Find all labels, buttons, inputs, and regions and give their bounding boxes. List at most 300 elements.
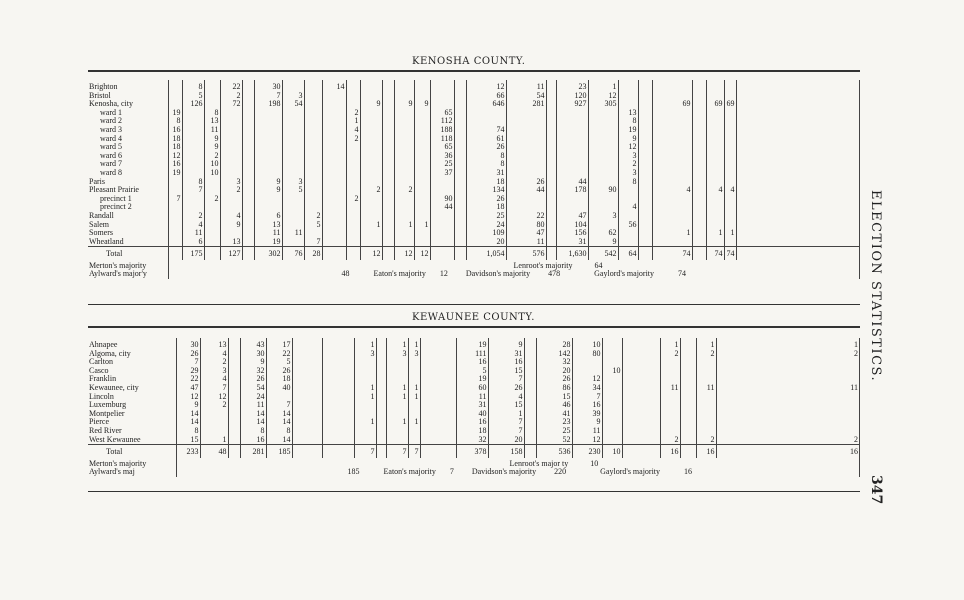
table-row: [88, 203, 860, 212]
cell: 12: [588, 92, 618, 101]
cell: [220, 126, 242, 135]
cell: [680, 436, 696, 445]
cell: [242, 195, 254, 204]
cell: 66: [466, 92, 506, 101]
aylward-value: 185: [347, 468, 360, 477]
cell: [414, 143, 430, 152]
cell: [420, 410, 456, 419]
cell: [220, 143, 242, 152]
cell: 4: [618, 203, 638, 212]
cell: [346, 160, 360, 169]
cell: [420, 445, 456, 458]
cell: [736, 203, 860, 212]
cell: [382, 221, 394, 230]
lenroot-value: 64: [594, 260, 603, 270]
cell: 30: [254, 80, 282, 92]
cell: [282, 135, 304, 144]
cell: [660, 410, 680, 419]
cell: [354, 436, 376, 445]
cell: 65: [430, 143, 454, 152]
cell: [282, 143, 304, 152]
cell: 60: [456, 384, 488, 393]
table-row: [88, 393, 860, 402]
cell: [602, 358, 622, 367]
cell: 126: [182, 100, 204, 109]
cell: [638, 178, 652, 187]
cell: [420, 393, 456, 402]
lenroot-majority: Lenroot's majority: [513, 260, 573, 270]
cell: [706, 143, 724, 152]
cell: [622, 367, 660, 376]
row-label: Carlton: [88, 358, 176, 367]
cell: [282, 212, 304, 221]
cell: [618, 195, 638, 204]
cell: [322, 160, 346, 169]
cell: [254, 126, 282, 135]
cell: [506, 169, 546, 178]
cell: [304, 80, 322, 92]
cell: [724, 126, 736, 135]
cell: [556, 169, 588, 178]
cell: 28: [304, 247, 322, 260]
cell: 7: [182, 186, 204, 195]
row-label: Wheatland: [88, 238, 168, 247]
cell: [254, 152, 282, 161]
cell: [638, 80, 652, 92]
table-row: [88, 410, 860, 419]
cell: 24: [466, 221, 506, 230]
cell: 90: [430, 195, 454, 204]
cell: 1: [354, 393, 376, 402]
cell: [282, 109, 304, 118]
cell: [716, 358, 860, 367]
cell: 1,630: [556, 247, 588, 260]
row-label: ward 4: [88, 135, 168, 144]
cell: 11: [240, 401, 266, 410]
cell: 536: [536, 445, 572, 458]
cell: [430, 186, 454, 195]
cell: [546, 160, 556, 169]
cell: [706, 160, 724, 169]
cell: 8: [618, 117, 638, 126]
cell: [724, 238, 736, 247]
cell: 31: [488, 350, 524, 359]
cell: 11: [182, 229, 204, 238]
table-row: [88, 367, 860, 376]
cell: 1: [724, 229, 736, 238]
cell: [706, 221, 724, 230]
cell: 9: [488, 338, 524, 350]
cell: 19: [254, 238, 282, 247]
cell: [242, 92, 254, 101]
cell: [394, 195, 414, 204]
row-label: precinct 2: [88, 203, 168, 212]
cell: [602, 393, 622, 402]
cell: [706, 152, 724, 161]
cell: [168, 178, 182, 187]
cell: [638, 203, 652, 212]
cell: 7: [176, 358, 200, 367]
cell: [622, 427, 660, 436]
cell: [454, 100, 466, 109]
cell: [692, 212, 706, 221]
cell: [346, 100, 360, 109]
cell: [638, 238, 652, 247]
cell: 2: [204, 152, 220, 161]
cell: [382, 135, 394, 144]
cell: [588, 203, 618, 212]
table-row: [88, 143, 860, 152]
cell: [706, 195, 724, 204]
cell: [652, 238, 692, 247]
table-row: [88, 221, 860, 230]
cell: 2: [696, 350, 716, 359]
cell: 37: [430, 169, 454, 178]
cell: 9: [588, 238, 618, 247]
cell: 80: [572, 350, 602, 359]
cell: [242, 212, 254, 221]
cell: [292, 418, 322, 427]
cell: 3: [354, 350, 376, 359]
table-row: [88, 100, 860, 109]
cell: [506, 195, 546, 204]
cell: [572, 367, 602, 376]
cell: [382, 212, 394, 221]
cell: 18: [168, 135, 182, 144]
cell: [414, 169, 430, 178]
cell: [420, 384, 456, 393]
cell: [546, 203, 556, 212]
cell: [382, 126, 394, 135]
cell: [228, 427, 240, 436]
cell: [394, 135, 414, 144]
cell: 142: [536, 350, 572, 359]
cell: [680, 393, 696, 402]
cell: [242, 178, 254, 187]
table-row: [88, 338, 860, 350]
cell: [618, 92, 638, 101]
cell: [322, 436, 354, 445]
cell: [680, 338, 696, 350]
cell: [382, 92, 394, 101]
cell: 2: [716, 436, 860, 445]
majority-label: Aylward's maj: [88, 468, 176, 477]
cell: 12: [168, 152, 182, 161]
cell: [696, 367, 716, 376]
cell: 44: [506, 186, 546, 195]
kenosha-table: [88, 80, 860, 279]
cell: 2: [182, 212, 204, 221]
cell: [242, 152, 254, 161]
kewaunee-top-rule: [88, 326, 860, 328]
cell: 47: [506, 229, 546, 238]
cell: 2: [200, 401, 228, 410]
cell: [394, 169, 414, 178]
cell: [652, 117, 692, 126]
table-row: [88, 436, 860, 445]
cell: [430, 221, 454, 230]
table-row: [88, 109, 860, 118]
cell: [638, 143, 652, 152]
cell: [454, 203, 466, 212]
cell: 2: [304, 212, 322, 221]
cell: [414, 80, 430, 92]
cell: [556, 117, 588, 126]
cell: [546, 109, 556, 118]
cell: 25: [536, 427, 572, 436]
cell: 9: [618, 135, 638, 144]
cell: [652, 143, 692, 152]
cell: 11: [282, 229, 304, 238]
table-row: [88, 186, 860, 195]
cell: [414, 203, 430, 212]
cell: [736, 100, 860, 109]
cell: [638, 100, 652, 109]
cell: [322, 393, 354, 402]
cell: 1: [408, 384, 420, 393]
cell: [394, 178, 414, 187]
cell: 5: [456, 367, 488, 376]
cell: [254, 117, 282, 126]
cell: 10: [572, 338, 602, 350]
cell: [354, 427, 376, 436]
cell: 3: [282, 178, 304, 187]
cell: [414, 229, 430, 238]
cell: [204, 212, 220, 221]
cell: [736, 238, 860, 247]
cell: 26: [466, 195, 506, 204]
cell: [638, 221, 652, 230]
cell: [346, 186, 360, 195]
cell: [546, 143, 556, 152]
cell: 12: [466, 80, 506, 92]
cell: [292, 350, 322, 359]
lenroot-value: 10: [590, 458, 599, 468]
cell: 198: [254, 100, 282, 109]
cell: [394, 203, 414, 212]
cell: [304, 160, 322, 169]
cell: [724, 143, 736, 152]
cell: [282, 117, 304, 126]
cell: [304, 229, 322, 238]
cell: 46: [536, 401, 572, 410]
cell: [736, 195, 860, 204]
cell: 26: [176, 350, 200, 359]
cell: [292, 410, 322, 419]
cell: [228, 401, 240, 410]
cell: [292, 367, 322, 376]
page-number: 347: [868, 475, 884, 505]
row-label: Brighton: [88, 80, 168, 92]
cell: 14: [266, 436, 292, 445]
cell: [660, 393, 680, 402]
table-row: [88, 427, 860, 436]
cell: [376, 410, 386, 419]
cell: 8: [176, 427, 200, 436]
cell: [706, 117, 724, 126]
cell: 9: [176, 401, 200, 410]
cell: 47: [176, 384, 200, 393]
cell: [716, 418, 860, 427]
cell: [322, 126, 346, 135]
cell: [346, 152, 360, 161]
cell: [394, 109, 414, 118]
row-label: ward 1: [88, 109, 168, 118]
gaylord-majority: Gaylord's majority: [600, 468, 661, 477]
cell: 302: [254, 247, 282, 260]
cell: 109: [466, 229, 506, 238]
cell: [680, 350, 696, 359]
row-label: Pleasant Prairie: [88, 186, 168, 195]
cell: [692, 126, 706, 135]
row-label: Total: [88, 247, 168, 260]
cell: [706, 135, 724, 144]
cell: [386, 367, 408, 376]
majority-detail: [168, 270, 860, 279]
cell: [454, 160, 466, 169]
row-label: ward 5: [88, 143, 168, 152]
cell: 9: [254, 186, 282, 195]
cell: [706, 238, 724, 247]
cell: 178: [556, 186, 588, 195]
cell: 1: [716, 338, 860, 350]
row-label: Ahnapee: [88, 338, 176, 350]
cell: [618, 238, 638, 247]
cell: [360, 109, 382, 118]
cell: [736, 221, 860, 230]
cell: [724, 80, 736, 92]
cell: 26: [536, 375, 572, 384]
cell: 18: [168, 143, 182, 152]
cell: [354, 375, 376, 384]
cell: [322, 384, 354, 393]
cell: [382, 100, 394, 109]
cell: [724, 117, 736, 126]
cell: [376, 375, 386, 384]
majority-label: Merton's majority: [88, 260, 168, 271]
cell: [414, 186, 430, 195]
cell: [430, 100, 454, 109]
cell: [736, 80, 860, 92]
cell: 2: [204, 195, 220, 204]
cell: 3: [220, 178, 242, 187]
cell: [602, 418, 622, 427]
cell: [322, 117, 346, 126]
cell: [304, 169, 322, 178]
row-label: Red River: [88, 427, 176, 436]
cell: [454, 152, 466, 161]
cell: [228, 445, 240, 458]
table-row: [88, 160, 860, 169]
cell: [692, 143, 706, 152]
cell: [622, 418, 660, 427]
cell: [638, 117, 652, 126]
cell: [376, 384, 386, 393]
cell: [692, 247, 706, 260]
cell: 54: [506, 92, 546, 101]
row-label: Casco: [88, 367, 176, 376]
cell: 3: [618, 169, 638, 178]
cell: [322, 410, 354, 419]
cell: [204, 247, 220, 260]
cell: 28: [536, 338, 572, 350]
cell: [652, 160, 692, 169]
table-row: [88, 126, 860, 135]
cell: [408, 367, 420, 376]
cell: [292, 384, 322, 393]
cell: 2: [220, 92, 242, 101]
cell: [382, 238, 394, 247]
cell: 2: [660, 436, 680, 445]
cell: 54: [282, 100, 304, 109]
cell: [706, 126, 724, 135]
cell: [168, 212, 182, 221]
cell: [602, 350, 622, 359]
cell: [696, 393, 716, 402]
cell: [692, 80, 706, 92]
cell: 9: [240, 358, 266, 367]
cell: [376, 436, 386, 445]
cell: 7: [386, 445, 408, 458]
cell: 26: [488, 384, 524, 393]
cell: [220, 135, 242, 144]
cell: [724, 92, 736, 101]
cell: 18: [266, 375, 292, 384]
table-row: [88, 117, 860, 126]
cell: 1: [696, 338, 716, 350]
cell: [382, 203, 394, 212]
cell: [454, 117, 466, 126]
cell: [454, 221, 466, 230]
row-label: ward 7: [88, 160, 168, 169]
cell: 3: [386, 350, 408, 359]
cell: [572, 358, 602, 367]
cell: 1: [354, 384, 376, 393]
cell: [692, 117, 706, 126]
cell: [322, 212, 346, 221]
cell: 20: [488, 436, 524, 445]
cell: [254, 195, 282, 204]
cell: [622, 338, 660, 350]
cell: 12: [176, 393, 200, 402]
cell: [414, 212, 430, 221]
cell: [524, 418, 536, 427]
gaylord-majority: Gaylord's majority: [594, 270, 655, 279]
cell: 16: [456, 358, 488, 367]
cell: [168, 100, 182, 109]
cell: [454, 178, 466, 187]
cell: [304, 195, 322, 204]
cell: [724, 152, 736, 161]
cell: [622, 375, 660, 384]
cell: 9: [394, 100, 414, 109]
cell: [420, 367, 456, 376]
cell: [220, 169, 242, 178]
cell: [506, 203, 546, 212]
cell: [736, 92, 860, 101]
cell: 233: [176, 445, 200, 458]
cell: 9: [414, 100, 430, 109]
cell: 11: [506, 238, 546, 247]
cell: [692, 178, 706, 187]
cell: [220, 203, 242, 212]
cell: [394, 80, 414, 92]
cell: 19: [168, 109, 182, 118]
cell: [696, 375, 716, 384]
cell: 175: [182, 247, 204, 260]
table-row: [88, 212, 860, 221]
cell: [638, 195, 652, 204]
